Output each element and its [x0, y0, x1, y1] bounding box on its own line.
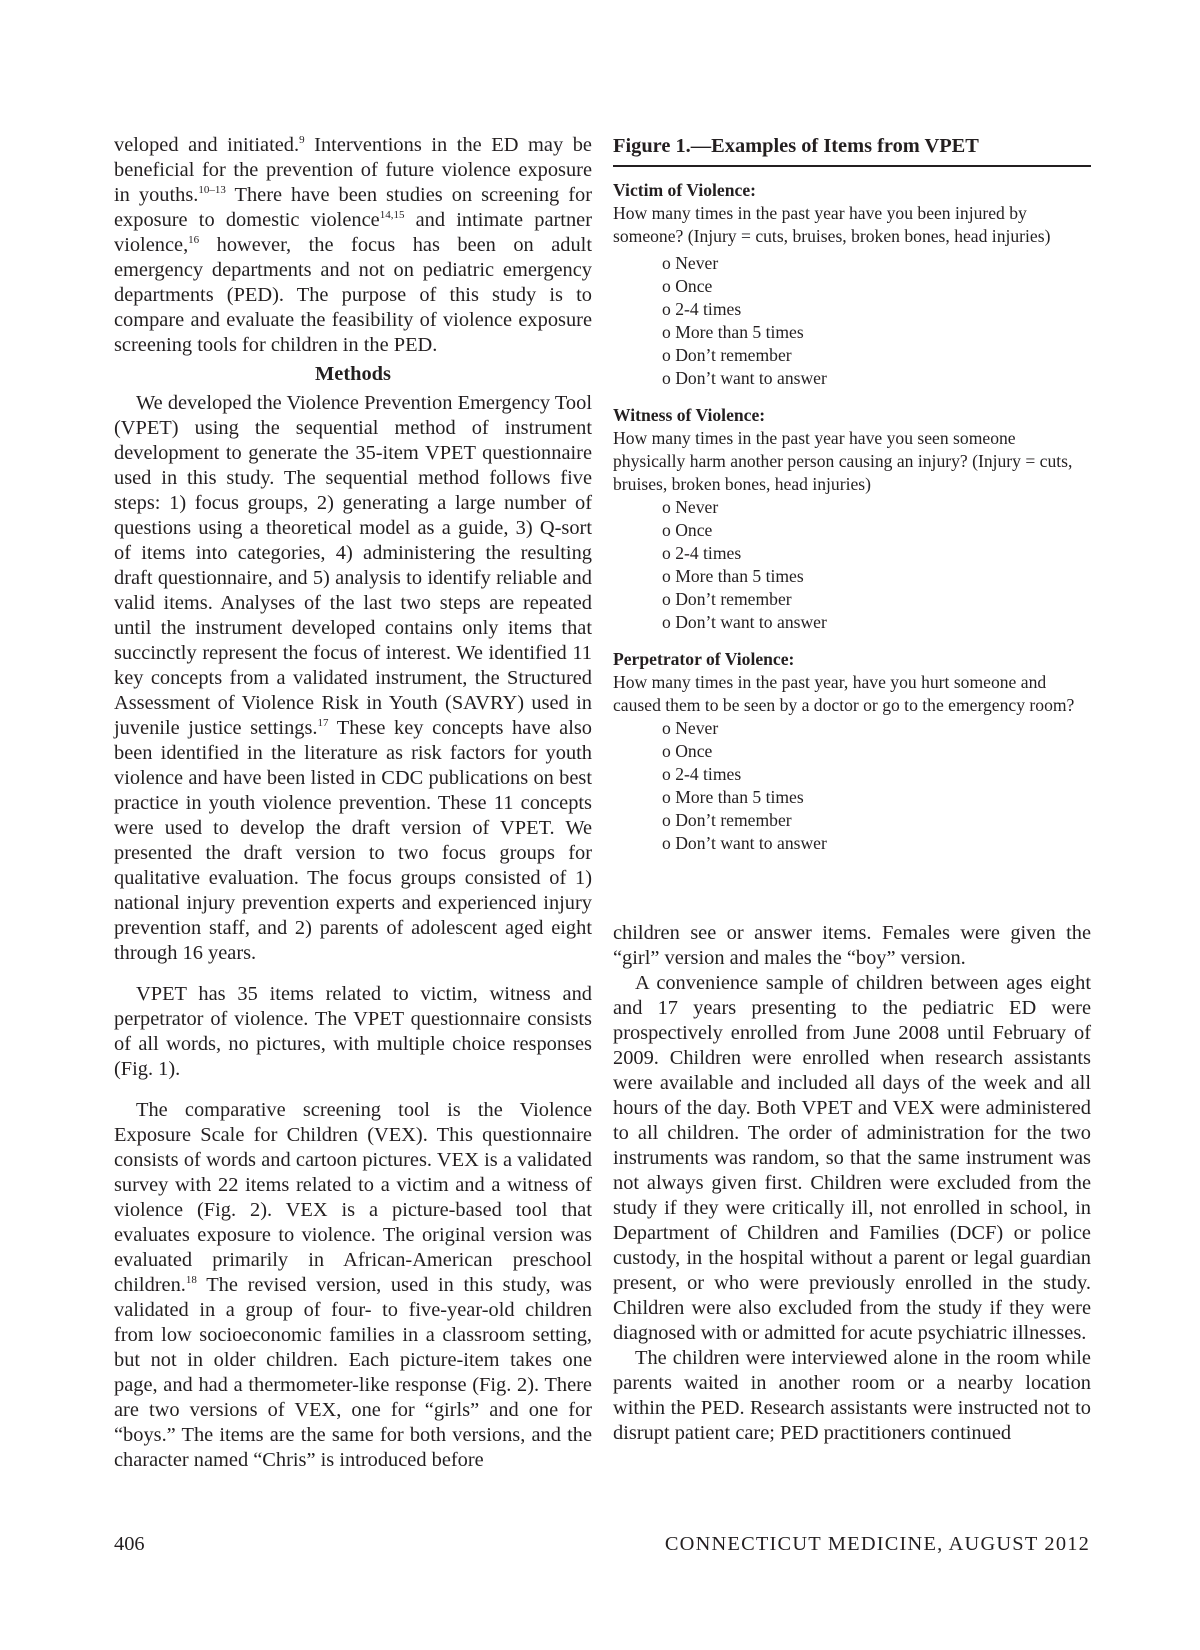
option-once: o Once [662, 741, 713, 761]
option-2-4-times: o 2-4 times [662, 299, 742, 319]
right-column [613, 133, 1091, 1446]
perpetrator-options [613, 717, 1091, 855]
figure-title: Figure 1.—Examples of Items from VPET [613, 133, 1091, 167]
perpetrator-heading: Perpetrator of Violence: [613, 649, 795, 669]
victim-heading: Victim of Violence: [613, 180, 756, 200]
option-more-than-5: o More than 5 times [662, 322, 804, 342]
citation-superscript: 10–13 [198, 184, 226, 196]
option-2-4-times: o 2-4 times [662, 543, 742, 563]
option-never: o Never [662, 253, 719, 273]
interview-paragraph: The children were interviewed alone in the room while parents waited in another room or a nearby location within the PED. Research assistants were instructed not to disrupt patient care; PED practitioners continued [613, 1347, 1091, 1444]
option-dont-remember: o Don’t remember [662, 589, 792, 609]
methods-heading: Methods [315, 363, 391, 385]
witness-options [613, 496, 1091, 634]
option-dont-remember: o Don’t remember [662, 345, 792, 365]
intro-paragraph: veloped and initiated.$^9$ Interventions in the ED may be beneficial for the prevention of future violence exposure in youths.$^{10-13}$ There have been studies on screening for exposure to domestic violence$^{14,15}$ and intimate partner violence,$^{16}$ however, the focus has been on adult emergency departments and not on pediatric emergency departments (PED). The purpose of this study is to compare and evaluate the feasibility of violence exposure screening tools for children in the PED. [114, 134, 593, 356]
citation-superscript: 16 [188, 234, 200, 246]
methods-paragraph-vpet-development: We developed the Violence Prevention Emergency Tool (VPET) using the sequential method of instrument development to generate the 35-item VPET questionnaire used in this study. The sequential method follows five steps: 1) focus groups, 2) generating a large number of questions using a theoretical model as a guide, 3) Q-sort of items into categories, 4) administering the resulting draft questionnaire, and 5) analysis to identify reliable and valid items. Analyses of the last two steps are repeated until the instrument developed contains only items that succinctly represent the focus of interest. We identified 11 key concepts from a validated instrument, the Structured Assessment of Violence Risk in Youth (SAVRY) used in juvenile justice settings.$^{17}$ These key concepts have also been identified in the literature as risk factors for youth violence and have been listed in CDC publications on best practice in youth violence prevention. These 11 concepts were used to develop the draft version of VPET. We presented the draft version to two focus groups for qualitative evaluation. The focus groups consisted of 1) national injury prevention experts and experienced injury prevention staff, and 2) parents of adolescent aged eight through 16 years. [114, 392, 592, 964]
victim-options [613, 252, 1091, 390]
option-more-than-5: o More than 5 times [662, 787, 804, 807]
option-dont-remember: o Don’t remember [662, 810, 792, 830]
option-dont-want-to-answer: o Don’t want to answer [662, 833, 827, 853]
citation-superscript: 17 [317, 717, 329, 729]
option-once: o Once [662, 520, 713, 540]
citation-superscript: 9 [299, 134, 305, 146]
witness-heading: Witness of Violence: [613, 405, 766, 425]
figure-1 [613, 133, 1091, 921]
methods-paragraph-vpet-items: VPET has 35 items related to victim, witness and perpetrator of violence. The VPET questionnaire consists of all words, no pictures, with multiple choice responses (Fig. 1). [114, 983, 592, 1080]
option-2-4-times: o 2-4 times [662, 764, 742, 784]
journal-footer: CONNECTICUT MEDICINE, AUGUST 2012 [664, 1533, 1090, 1555]
citation-superscript: 18 [185, 1274, 197, 1286]
option-never: o Never [662, 718, 719, 738]
witness-question: How many times in the past year have you seen someone physically harm another person causing an injury? (Injury = cuts, bruises, broken bones, head injuries) [613, 428, 1073, 494]
left-column [114, 133, 592, 1473]
option-never: o Never [662, 497, 719, 517]
option-dont-want-to-answer: o Don’t want to answer [662, 368, 827, 388]
option-dont-want-to-answer: o Don’t want to answer [662, 612, 827, 632]
page-number: 406 [114, 1533, 145, 1555]
enrollment-paragraph: A convenience sample of children between ages eight and 17 years presenting to the pediatric ED were prospectively enrolled from June 2008 until February of 2009. Children were enrolled when research assistants were available and included all days of the week and all hours of the day. Both VPET and VEX were administered to all children. The order of administration for the two instruments was random, so that the same instrument was not always given first. Children were excluded from the study if they were critically ill, not enrolled in school, in Department of Children and Families (DCF) or police custody, in the hospital without a parent or legal guardian present, or who were previously enrolled in the study. Children were also excluded from the study if they were diagnosed with or admitted for acute psychiatric illnesses. [613, 972, 1091, 1344]
option-more-than-5: o More than 5 times [662, 566, 804, 586]
victim-question: How many times in the past year have you been injured by someone? (Injury = cuts, bruises, broken bones, head injuries) [613, 203, 1051, 246]
citation-superscript: 14,15 [379, 209, 405, 221]
perpetrator-question: How many times in the past year, have you hurt someone and caused them to be seen by a doctor or go to the emergency room? [613, 672, 1075, 715]
vex-versions-paragraph: children see or answer items. Females were given the “girl” version and males the “boy” version. [613, 922, 1091, 969]
methods-paragraph-vex: The comparative screening tool is the Violence Exposure Scale for Children (VEX). This questionnaire consists of words and cartoon pictures. VEX is a validated survey with 22 items related to a victim and a witness of violence (Fig. 2). VEX is a picture-based tool that evaluates exposure to violence. The original version was evaluated primarily in African-American preschool children.$^{18}$ The revised version, used in this study, was validated in a group of four- to five-year-old children from low socioeconomic families in a classroom setting, but not in older children. Each picture-item takes one page, and had a thermometer-like response (Fig. 2). There are two versions of VEX, one for “girls” and one for “boys.” The items are the same for both versions, and the character named “Chris” is introduced before [114, 1099, 592, 1471]
option-once: o Once [662, 276, 713, 296]
